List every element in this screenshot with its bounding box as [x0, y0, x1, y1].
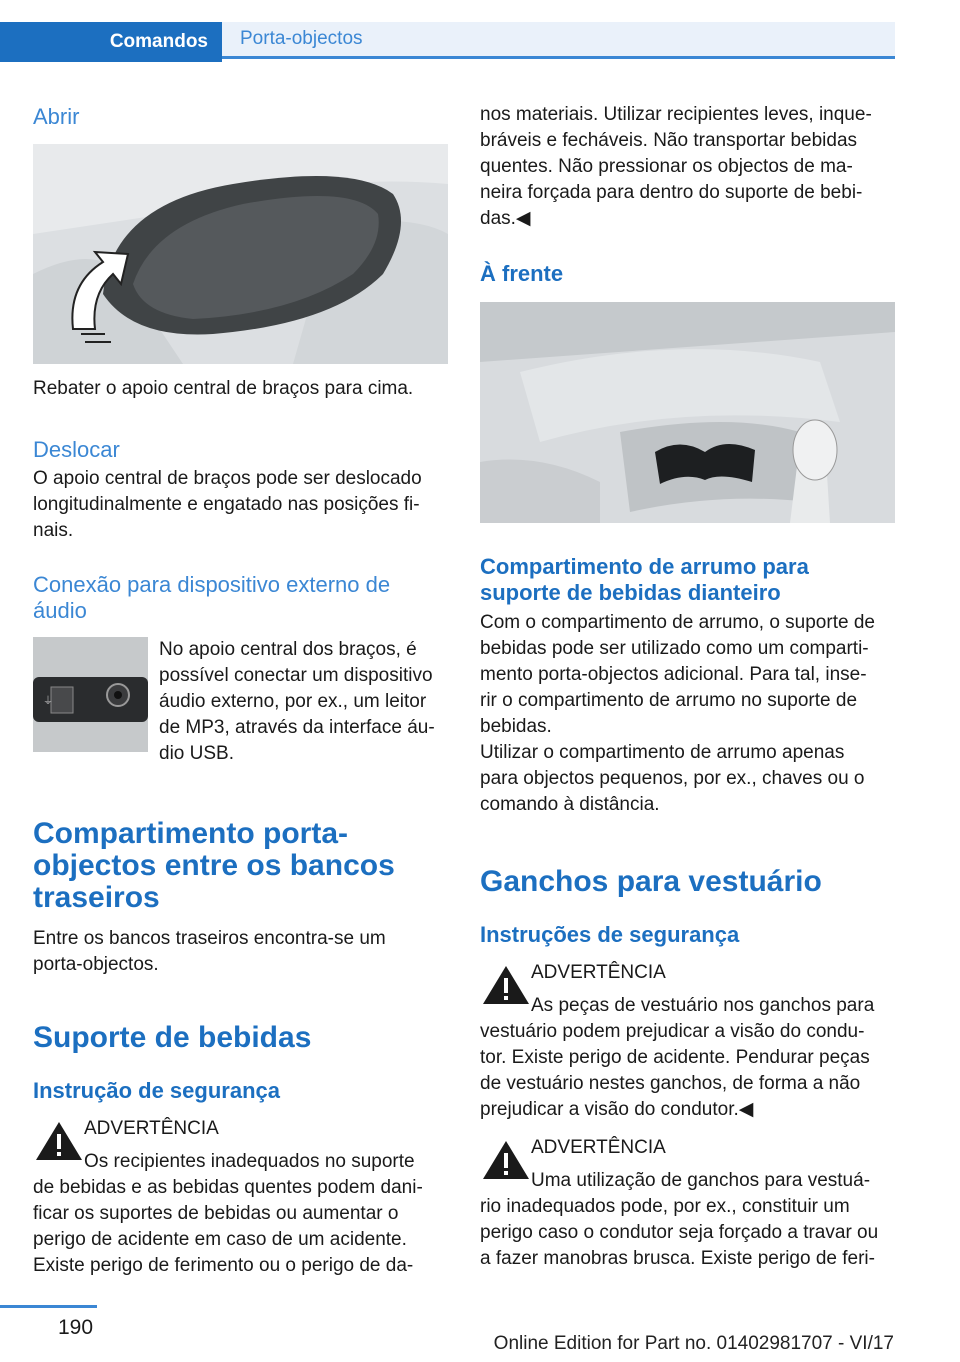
header-bar — [0, 22, 895, 62]
text-line: comando à distância. — [480, 794, 660, 815]
warning2-label: ADVERTÊNCIA — [531, 1137, 666, 1158]
heading-line: suporte de bebidas dianteiro — [480, 580, 781, 605]
text-line: perigo caso o condutor seja forçado a travar ou — [480, 1222, 879, 1243]
warning-text — [33, 1149, 423, 1279]
heading-line: áudio — [33, 598, 87, 623]
text-line: Utilizar o compartimento de arrumo apenas — [480, 742, 845, 763]
deslocar-text — [33, 466, 422, 544]
suporte-bebidas-heading: Suporte de bebidas — [33, 1021, 312, 1054]
text-line: Entre os bancos traseiros encontra-se um — [33, 928, 386, 949]
cupholder-illustration — [480, 302, 895, 523]
warning1-text — [480, 993, 874, 1123]
text-line: neira forçada para dentro do suporte de bebi‐ — [480, 182, 863, 203]
text-line: mento porta-objectos adicional. Para tal, inse‐ — [480, 664, 867, 685]
front-cupholder-image — [480, 302, 895, 523]
conexao-heading — [33, 572, 390, 624]
heading-line: Conexão para dispositivo externo de — [33, 572, 391, 597]
armrest-illustration — [33, 144, 448, 364]
compartimento-traseiro-heading — [33, 818, 395, 914]
text-line: Existe perigo de ferimento ou o perigo de da‐ — [33, 1255, 414, 1276]
text-line: de MP3, através da interface áu‐ — [159, 717, 435, 738]
text-line: As peças de vestuário nos ganchos para — [531, 995, 875, 1016]
heading-line: Compartimento de arrumo para — [480, 554, 809, 579]
text-line: prejudicar a visão do condutor.◀ — [480, 1099, 754, 1120]
warning-label: ADVERTÊNCIA — [84, 1118, 219, 1139]
text-line: porta-objectos. — [33, 954, 159, 975]
compartimento-arrumo-text — [480, 610, 875, 740]
text-line: tor. Existe perigo de acidente. Pendurar peças — [480, 1047, 870, 1068]
text-line: de bebidas e as bebidas quentes podem dani‐ — [33, 1177, 423, 1198]
tab-comandos[interactable] — [0, 22, 222, 62]
ganchos-heading: Ganchos para vestuário — [480, 865, 822, 898]
heading-line: Compartimento porta- — [33, 817, 348, 850]
text-line: perigo de acidente em caso de um acidente. — [33, 1229, 407, 1250]
abrir-heading: Abrir — [33, 104, 80, 129]
text-line: a fazer manobras brusca. Existe perigo de feri‐ — [480, 1248, 875, 1269]
text-line: das.◀ — [480, 208, 531, 229]
warning1-label: ADVERTÊNCIA — [531, 962, 666, 983]
tab-porta-objectos-label: Porta-objectos — [240, 28, 363, 49]
text-line: O apoio central de braços pode ser deslocado — [33, 468, 422, 489]
text-line: quentes. Não pressionar os objectos de ma‐ — [480, 156, 853, 177]
warning2-text — [480, 1168, 878, 1272]
utilizar-text — [480, 740, 864, 818]
text-line: bebidas. — [480, 716, 552, 737]
text-line: bebidas pode ser utilizado como um comparti‐ — [480, 638, 869, 659]
text-line: áudio externo, por ex., um leitor — [159, 691, 427, 712]
conexao-text — [159, 637, 435, 767]
text-line: rir o compartimento de arrumo no suporte de — [480, 690, 858, 711]
svg-text:⏚: ⏚ — [43, 696, 53, 707]
compartimento-traseiro-text — [33, 926, 386, 978]
compartimento-arrumo-heading — [480, 554, 809, 606]
instrucao-seguranca-heading: Instrução de segurança — [33, 1078, 280, 1103]
abrir-caption: Rebater o apoio central de braços para cima. — [33, 378, 414, 399]
footer-rule — [0, 1305, 97, 1308]
text-line: de vestuário nestes ganchos, de forma a não — [480, 1073, 861, 1094]
page-number: 190 — [58, 1316, 94, 1339]
text-line: para objectos pequenos, por ex., chaves ou o — [480, 768, 865, 789]
text-line: Com o compartimento de arrumo, o suporte de — [480, 612, 875, 633]
heading-line: objectos entre os bancos — [33, 849, 395, 882]
text-line: bráveis e fecháveis. Não transportar bebidas — [480, 130, 858, 151]
text-line: rio inadequados pode, por ex., constituir um — [480, 1196, 850, 1217]
warning-continuation-text — [480, 102, 872, 232]
usb-port-image — [33, 637, 148, 752]
edition-note: Online Edition for Part no. 01402981707 - VI/17 — [493, 1333, 894, 1354]
text-line: vestuário podem prejudicar a visão do condu‐ — [480, 1021, 865, 1042]
text-line: Uma utilização de ganchos para vestuá‐ — [531, 1170, 871, 1191]
text-line: nos materiais. Utilizar recipientes leves, inque‐ — [480, 104, 872, 125]
armrest-open-image — [33, 144, 448, 364]
text-line: possível conectar um dispositivo — [159, 665, 433, 686]
text-line: nais. — [33, 520, 74, 541]
instrucoes-seguranca-heading: Instruções de segurança — [480, 922, 740, 947]
text-line: dio USB. — [159, 743, 234, 764]
text-line: ficar os suportes de bebidas ou aumentar o — [33, 1203, 399, 1224]
frente-heading: À frente — [480, 261, 564, 286]
tab-comandos-label: Comandos — [109, 31, 208, 52]
tab-porta-objectos[interactable] — [222, 22, 895, 59]
text-line: Os recipientes inadequados no suporte — [84, 1151, 415, 1172]
text-line: No apoio central dos braços, é — [159, 639, 417, 660]
deslocar-heading: Deslocar — [33, 437, 120, 462]
text-line: longitudinalmente e engatado nas posições fi‐ — [33, 494, 420, 515]
heading-line: traseiros — [33, 881, 160, 914]
usb-port-illustration — [33, 637, 148, 752]
